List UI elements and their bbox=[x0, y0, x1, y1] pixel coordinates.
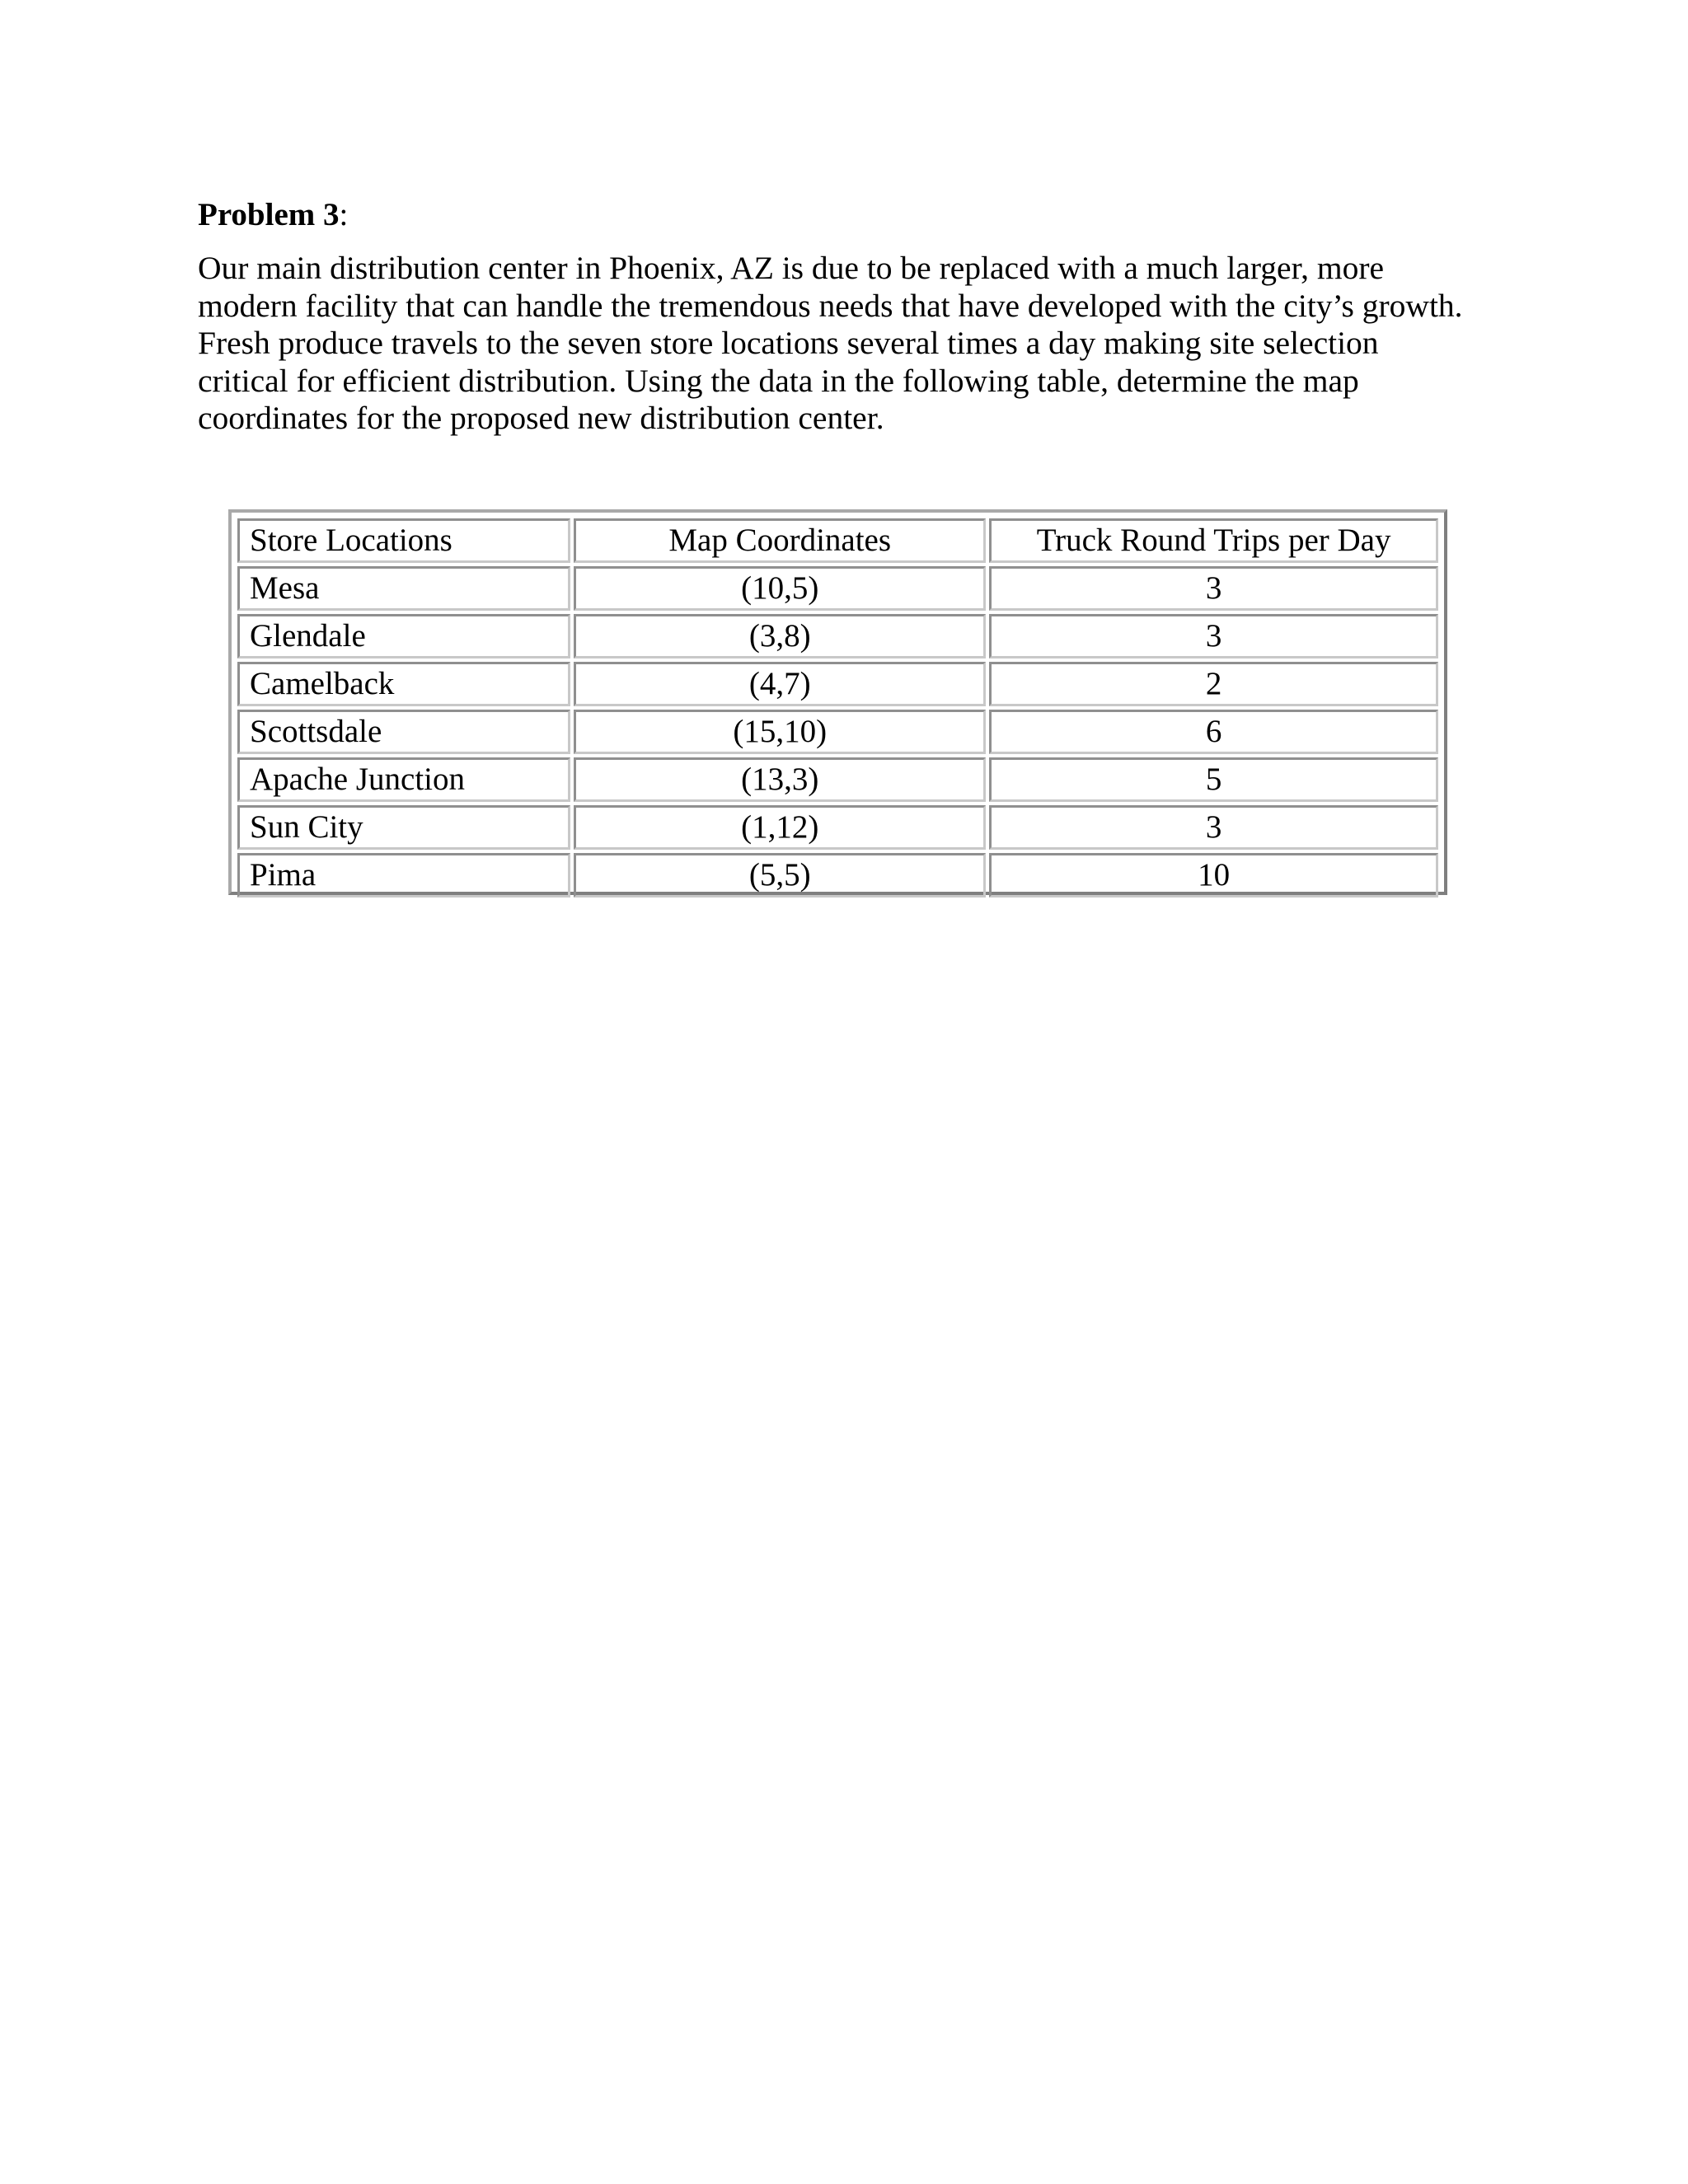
cell-store-name: Mesa bbox=[237, 566, 570, 611]
header-truck-round-trips: Truck Round Trips per Day bbox=[989, 518, 1438, 563]
cell-store-name: Apache Junction bbox=[237, 757, 570, 802]
header-store-locations: Store Locations bbox=[237, 518, 570, 563]
table-row bbox=[237, 710, 1438, 754]
table-row bbox=[237, 805, 1438, 850]
cell-map-coordinates: (13,3) bbox=[574, 757, 986, 802]
problem-description bbox=[198, 250, 1500, 438]
table-row bbox=[237, 757, 1438, 802]
cell-round-trips: 2 bbox=[989, 662, 1438, 706]
table-row bbox=[237, 566, 1438, 611]
store-data-table bbox=[234, 515, 1442, 901]
description-line: modern facility that can handle the tremendous needs that have developed with the city’s growth. bbox=[198, 287, 1463, 324]
cell-round-trips: 3 bbox=[989, 614, 1438, 658]
cell-round-trips: 5 bbox=[989, 757, 1438, 802]
cell-round-trips: 10 bbox=[989, 853, 1438, 898]
cell-round-trips: 6 bbox=[989, 710, 1438, 754]
cell-map-coordinates: (4,7) bbox=[574, 662, 986, 706]
table-row bbox=[237, 614, 1438, 658]
description-line: coordinates for the proposed new distribution center. bbox=[198, 400, 884, 436]
cell-map-coordinates: (3,8) bbox=[574, 614, 986, 658]
cell-map-coordinates: (1,12) bbox=[574, 805, 986, 850]
table-row bbox=[237, 853, 1438, 898]
description-line: Fresh produce travels to the seven store locations several times a day making site selection bbox=[198, 325, 1379, 361]
store-data-table-frame bbox=[228, 509, 1447, 895]
description-line: Our main distribution center in Phoenix, AZ is due to be replaced with a much larger, more bbox=[198, 250, 1385, 286]
cell-map-coordinates: (15,10) bbox=[574, 710, 986, 754]
cell-store-name: Scottsdale bbox=[237, 710, 570, 754]
cell-store-name: Pima bbox=[237, 853, 570, 898]
cell-round-trips: 3 bbox=[989, 805, 1438, 850]
cell-round-trips: 3 bbox=[989, 566, 1438, 611]
cell-map-coordinates: (5,5) bbox=[574, 853, 986, 898]
table-row bbox=[237, 662, 1438, 706]
cell-store-name: Glendale bbox=[237, 614, 570, 658]
problem-title-colon: : bbox=[339, 197, 349, 232]
header-map-coordinates: Map Coordinates bbox=[574, 518, 986, 563]
problem-heading bbox=[198, 194, 348, 236]
description-line: critical for efficient distribution. Using the data in the following table, determine the map bbox=[198, 362, 1359, 399]
table-header-row bbox=[237, 518, 1438, 563]
cell-map-coordinates: (10,5) bbox=[574, 566, 986, 611]
cell-store-name: Sun City bbox=[237, 805, 570, 850]
problem-title: Problem 3 bbox=[198, 197, 340, 232]
cell-store-name: Camelback bbox=[237, 662, 570, 706]
